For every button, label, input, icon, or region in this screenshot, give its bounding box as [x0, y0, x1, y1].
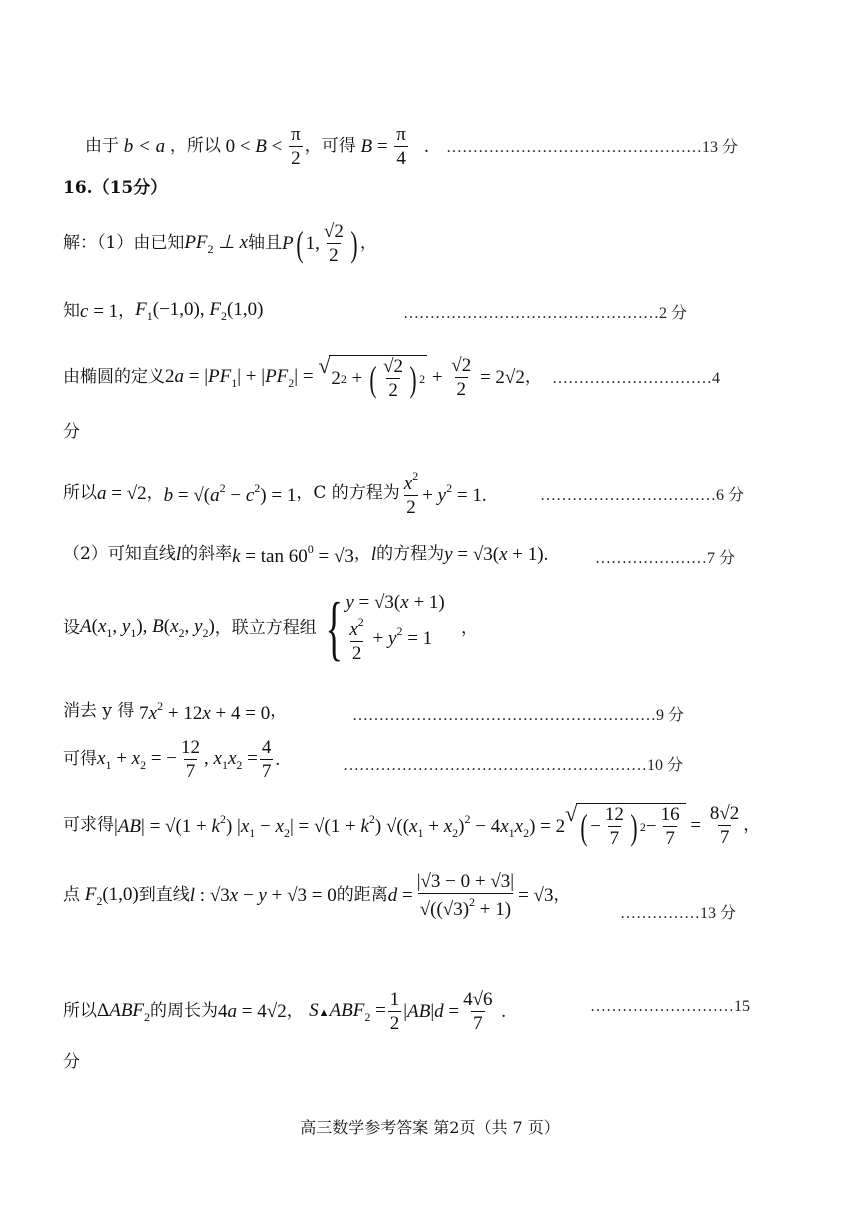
line-given: 解：（1）由已知 $PF_2$ ⊥ x 轴且 P ( 1, $\frac{√2}{2}$ ) ， [63, 221, 377, 266]
question-16-heading: 16.（15分） [63, 178, 168, 198]
sqrt-expr: √ 2 2 + ( $\frac{√2}{2}$ ) 2 [318, 353, 426, 401]
score-2: …………………………………………2 分 [403, 305, 688, 322]
text-prefix: 消去 y 得 [63, 701, 135, 721]
line-angle-b: 由于 b < a ，所以 0 < B < $\frac{\pi}{2}$ ，可得 B = $\frac{\pi}{4}$ . [85, 124, 429, 169]
line-eliminate: 消去 y 得 $7x^2 + 12x + 4 = 0$ ， [63, 699, 288, 724]
text-mid: 到直线 [138, 885, 190, 905]
fraction-sqrt2-2: $\frac{√2}{2}$ [323, 221, 344, 266]
score-4: …………………………4 [552, 370, 720, 387]
text-mid2: ，可得 [304, 136, 356, 156]
text-mid: ，联立方程组 [214, 617, 317, 638]
score-13-a: …………………………………………13 分 [446, 139, 739, 156]
text-prefix: 所以 [63, 483, 97, 503]
line-system: 设 $A(x_1$, $y_1$), $B(x_2$, $y_2$) ，联立方程组 { y = √3(x + 1) $\frac{x^2}{2}$ + $y^2 = 1$ ， [63, 588, 478, 668]
text-prefix: （2）可知直线 [63, 544, 176, 564]
line-equation-c: 所以 a = √2 ， $b = √(a^2 - c^2) = 1$ ，C 的方程为 $\frac{x^2}{2}$ + $y^2 = 1$. [63, 469, 487, 518]
text-prefix: 由椭圆的定义 [63, 367, 165, 387]
score-15: ………………………15 [590, 998, 750, 1015]
text-mid2: 的方程为 [376, 544, 445, 564]
fraction-distance: $\frac{|√3 - 0 + √3|}{√((√3)^2 + 1)}$ [416, 871, 515, 920]
math-expr: B = [360, 136, 393, 157]
text-prefix: 解：（1）由已知 [63, 233, 185, 253]
line-distance: 点 $F_2(1,0)$ 到直线 l : √3x − y + √3 = 0 的距离 d = $\frac{|√3 - 0 + √3|}{√((√3)^2 + 1)}$ = √3 ， [63, 871, 571, 920]
score-13-b: ……………13 分 [620, 905, 737, 922]
text-prefix: 可求得 [63, 815, 114, 835]
text-mid: 的斜率 [181, 544, 233, 564]
text-prefix: 可得 [63, 749, 97, 769]
fraction-pi-2: $\frac{\pi}{2}$ [291, 124, 301, 169]
line-12-continued: 分 [63, 1052, 80, 1072]
text-mid2: 的距离 [336, 885, 388, 905]
math-expr: 0 < B < [220, 136, 288, 157]
text-prefix: 设 [63, 617, 80, 638]
score-6: ……………………………6 分 [540, 487, 745, 504]
line-perimeter-area: 所以 $\Delta ABF_2$ 的周长为 4a = 4√2 ， $S▲ABF_2$ = $\frac{1}{2}$ |AB|d = $\frac{4√6}{7}$ . [63, 989, 507, 1034]
text-prefix: 知 [63, 300, 80, 321]
fraction-pi-4: $\frac{\pi}{4}$ [396, 124, 406, 169]
math-expr: b < a [119, 136, 170, 157]
text-mid: 的周长为 [150, 1001, 219, 1021]
line-ellipse-def: 由椭圆的定义 $2a = |PF_1| + |PF_2|$ = √ 2 2 + ( $\frac{√2}{2}$ ) 2 + $\frac{√2}{2}$ = 2√2 ， [63, 353, 542, 401]
score-10: …………………………………………………10 分 [343, 757, 684, 774]
line-slope: （2）可知直线 l 的斜率 $k = \tan 60^0 = √3$ ， l 的方程为 y = √3(x + 1). [63, 542, 549, 567]
score-9: …………………………………………………9 分 [352, 707, 685, 724]
line-4-continued: 分 [63, 422, 80, 442]
score-7: …………………7 分 [595, 550, 736, 567]
text-mid: ，所以 [169, 136, 221, 156]
text-prefix: 由于 [85, 136, 119, 156]
equation-system: y = √3(x + 1) $\frac{x^2}{2}$ + $y^2 = 1$ [345, 592, 445, 664]
text-mid: ，C 的方程为 [296, 483, 400, 503]
text-prefix: 点 [63, 885, 80, 905]
text-axis: 轴且 [248, 233, 283, 253]
line-vieta: 可得 $x_1 + x_2$ = − $\frac{12}{7}$ , $x_1x_2$ = $\frac{4}{7}$ . [63, 737, 281, 782]
text-prefix: 所以 [63, 1001, 97, 1021]
math-expr: $PF_2$ ⊥ x [184, 231, 249, 256]
page-footer: 高三数学参考答案 第2页（共 7 页） [300, 1118, 560, 1137]
line-chord-length: 可求得 $|AB| = √(1 + k^2)$ $|x_1 - x_2| = √(1 + k^2) √((x_1 + x_2)^2 - 4x_1x_2) = 2$ √ ( − $\frac{12}{7}$ ) 2 − $\frac{16}{7}$ = $\frac{8√2}{7}$ ， [63, 801, 761, 849]
line-foci: 知 c = 1 ， $F_1(-1,0)$, $F_2(1,0)$ [63, 299, 264, 323]
